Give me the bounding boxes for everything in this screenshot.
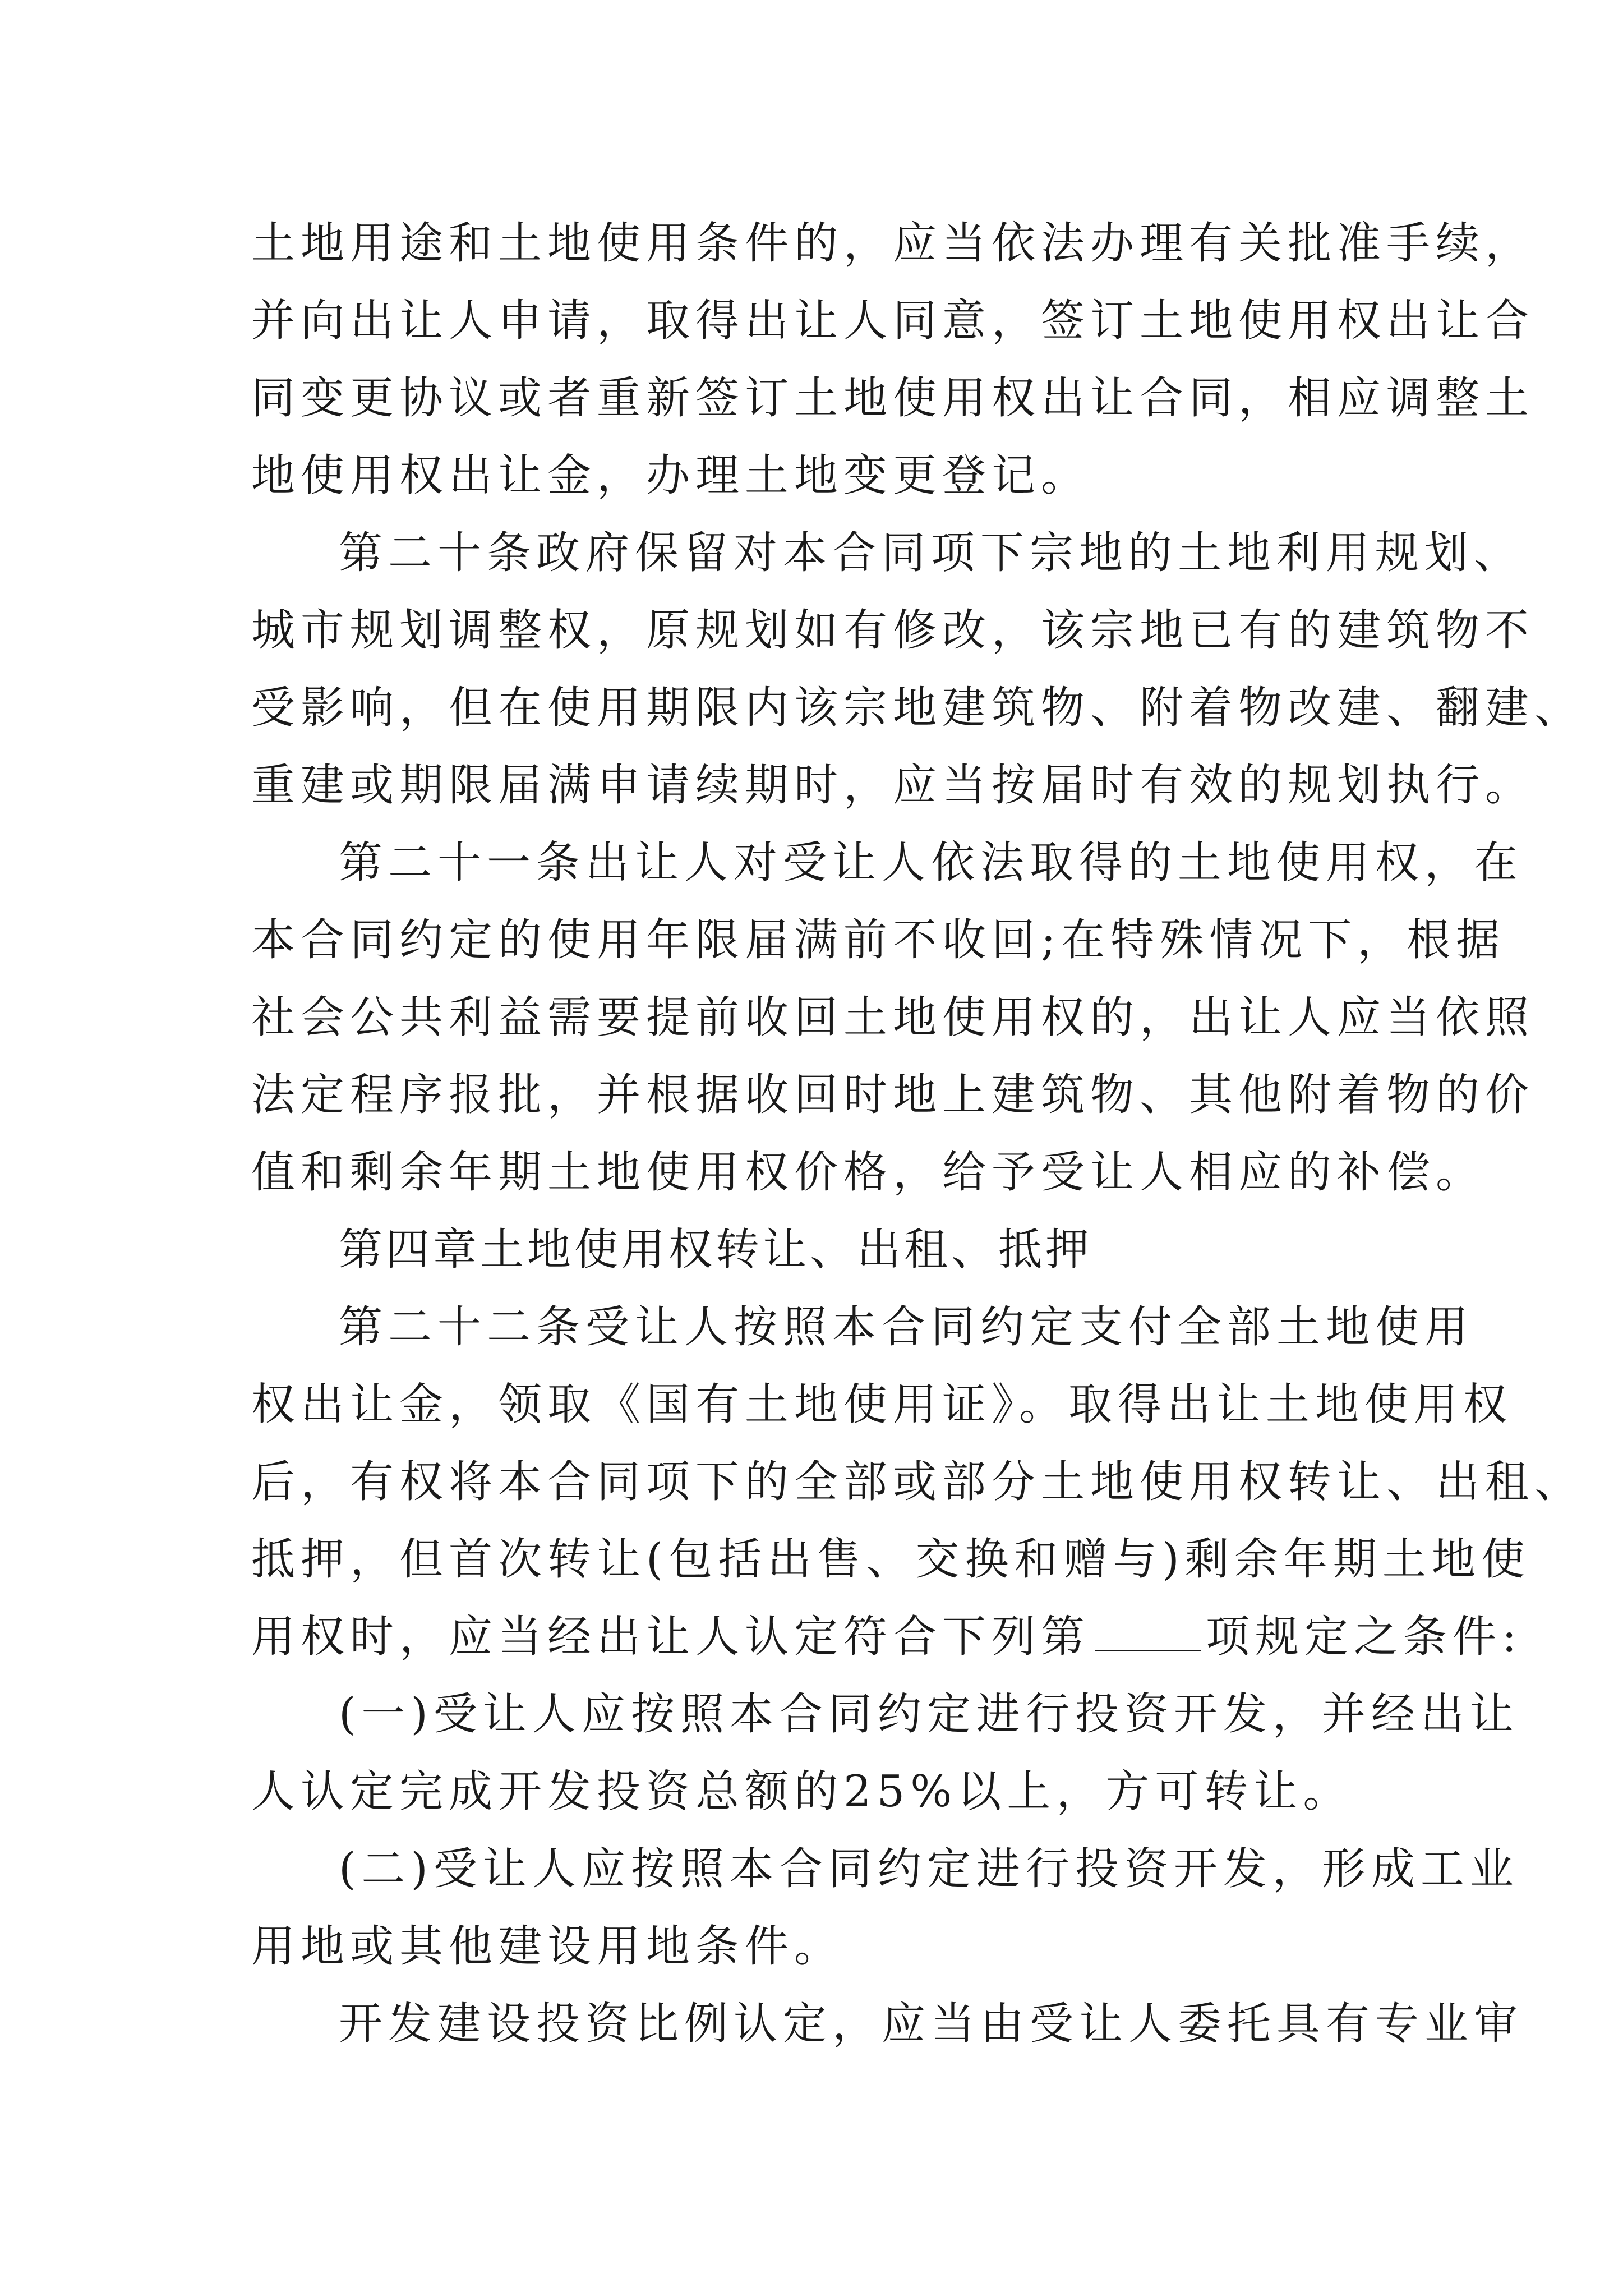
condition-1-start: (一)受让人应按照本合同约定进行投资开发，并经出让 [339,1689,1519,1740]
article-22-start: 第二十二条受让人按照本合同约定支付全部土地使用 [339,1302,1474,1352]
text-line: 人认定完成开发投资总额的25%以上，方可转让。 [251,1766,1353,1817]
text-line: 本合同约定的使用年限届满前不收回;在特殊情况下，根据 [251,915,1506,965]
text-line: 用地或其他建设用地条件。 [251,1921,844,1972]
text-line: 法定程序报批，并根据收回时地上建筑物、其他附着物的价 [251,1070,1535,1120]
text-line-with-blank [251,1598,1523,1676]
text-line: 后，有权将本合同项下的全部或部分土地使用权转让、出租、 [251,1457,1584,1507]
chapter-4-heading: 第四章土地使用权转让、出租、抵押 [339,1225,1093,1275]
text-line: 重建或期限届满申请续期时，应当按届时有效的规划执行。 [251,760,1535,811]
condition-2-start: (二)受让人应按照本合同约定进行投资开发，形成工业 [339,1844,1519,1894]
document-body [251,205,1584,2063]
text-line: 抵押，但首次转让(包括出售、交换和赠与)剩余年期土地使 [251,1534,1530,1585]
article-21-start: 第二十一条出让人对受让人依法取得的土地使用权，在 [339,838,1524,888]
text-line: 社会公共利益需要提前收回土地使用权的，出让人应当依照 [251,992,1535,1043]
text-line: 同变更协议或者重新签订土地使用权出让合同，相应调整土 [251,373,1535,424]
text-line: 权出让金，领取《国有土地使用证》。取得出让土地使用权 [251,1379,1513,1430]
investment-ratio-paragraph: 开发建设投资比例认定，应当由受让人委托具有专业审 [339,1999,1524,2049]
text-line: 受影响，但在使用期限内该宗地建筑物、附着物改建、翻建、 [251,683,1584,733]
text-line: 并向出让人申请，取得出让人同意，签订土地使用权出让合 [251,296,1535,346]
text-line: 土地用途和土地使用条件的，应当依法办理有关批准手续， [251,218,1535,269]
text-line: 地使用权出让金，办理土地变更登记。 [251,450,1091,501]
text-segment: 项规定之条件: [1206,1612,1523,1662]
fill-in-blank [1095,1611,1201,1651]
text-segment: 用权时，应当经出让人认定符合下列第 [251,1612,1091,1662]
text-line: 值和剩余年期土地使用权价格，给予受让人相应的补偿。 [251,1147,1486,1198]
text-line: 城市规划调整权，原规划如有修改，该宗地已有的建筑物不 [251,605,1535,656]
article-20-start: 第二十条政府保留对本合同项下宗地的土地利用规划、 [339,528,1524,578]
